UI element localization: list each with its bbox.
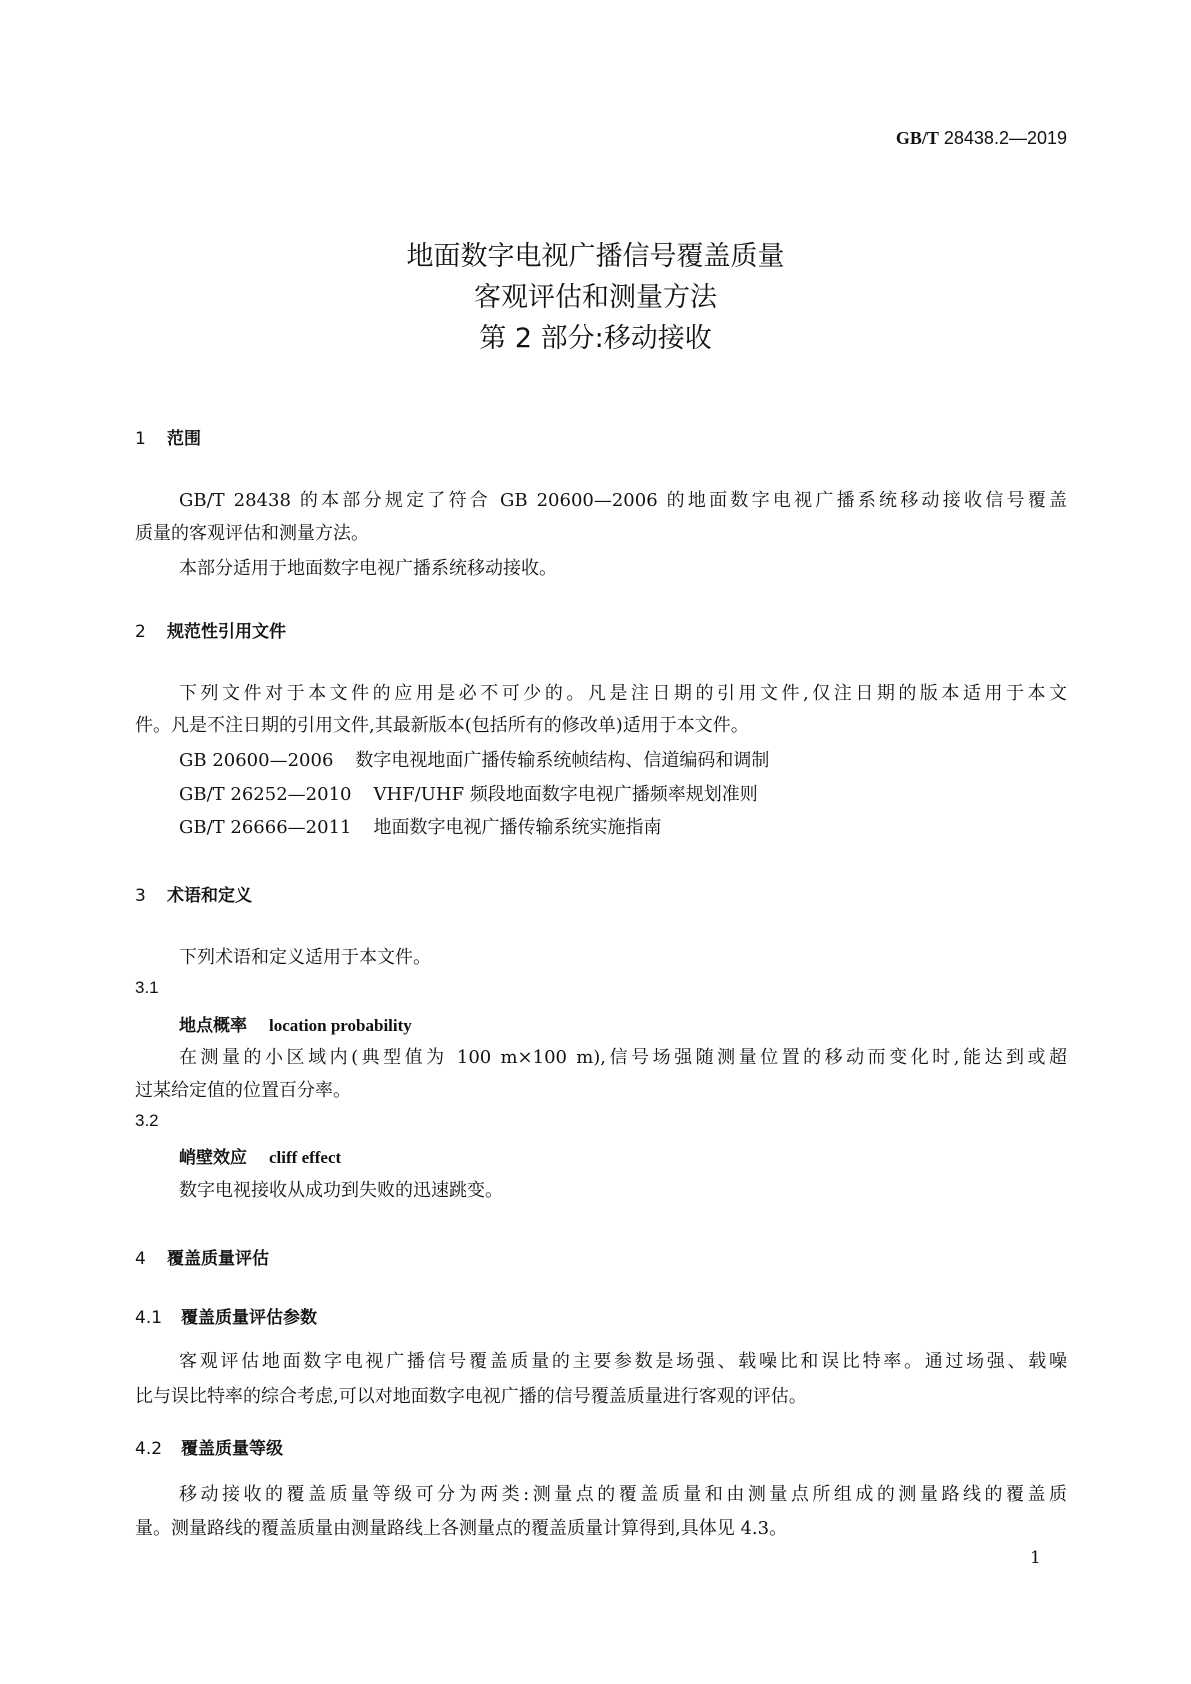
reference-code: GB/T 26252—2010 bbox=[179, 784, 352, 805]
section-number: 3 bbox=[135, 886, 146, 906]
section-4-heading bbox=[135, 1244, 269, 1269]
section-number: 2 bbox=[135, 622, 146, 642]
subsection-4-2-heading bbox=[135, 1434, 283, 1459]
reference-title: 地面数字电视广播传输系统实施指南 bbox=[373, 817, 662, 838]
paragraph-line: 本部分适用于地面数字电视广播系统移动接收。 bbox=[179, 558, 557, 579]
reference-title: 数字电视地面广播传输系统帧结构、信道编码和调制 bbox=[355, 750, 770, 771]
reference-title: VHF/UHF 频段地面数字电视广播频率规划准则 bbox=[373, 784, 758, 805]
section-1-heading bbox=[135, 424, 201, 449]
paragraph-line: 件。凡是不注日期的引用文件,其最新版本(包括所有的修改单)适用于本文件。 bbox=[135, 715, 749, 736]
reference-code: GB 20600—2006 bbox=[179, 750, 334, 771]
std-number: 28438.2—2019 bbox=[943, 128, 1067, 148]
section-title: 覆盖质量评估 bbox=[167, 1249, 269, 1269]
paragraph-line: 比与误比特率的综合考虑,可以对地面数字电视广播的信号覆盖质量进行客观的评估。 bbox=[135, 1386, 807, 1407]
doc-title-line-1: 地面数字电视广播信号覆盖质量 bbox=[406, 241, 785, 272]
section-number: 1 bbox=[135, 429, 146, 449]
section-3-heading bbox=[135, 881, 252, 906]
term-zh: 地点概率 bbox=[179, 1016, 247, 1036]
doc-title-line-3: 第 2 部分:移动接收 bbox=[479, 323, 712, 354]
term-en: cliff effect bbox=[269, 1148, 342, 1167]
paragraph-line: 下列术语和定义适用于本文件。 bbox=[179, 947, 431, 968]
section-2-heading bbox=[135, 617, 286, 642]
page-number: 1 bbox=[1030, 1548, 1041, 1568]
reference-code: GB/T 26666—2011 bbox=[179, 817, 352, 838]
term-en: location probability bbox=[269, 1016, 412, 1035]
std-prefix: GB/T bbox=[895, 128, 939, 148]
paragraph-line: 移动接收的覆盖质量等级可分为两类:测量点的覆盖质量和由测量点所组成的测量路线的覆盖质 bbox=[179, 1484, 1067, 1505]
paragraph-line: 量。测量路线的覆盖质量由测量路线上各测量点的覆盖质量计算得到,具体见 4.3。 bbox=[135, 1518, 788, 1539]
paragraph-line: 下列文件对于本文件的应用是必不可少的。凡是注日期的引用文件,仅注日期的版本适用于本文 bbox=[179, 683, 1067, 704]
section-title: 范围 bbox=[167, 429, 201, 449]
subsection-number: 4.2 bbox=[135, 1439, 163, 1459]
term-number: 3.2 bbox=[135, 1111, 159, 1130]
subsection-title: 覆盖质量评估参数 bbox=[181, 1308, 317, 1328]
term-heading bbox=[179, 1143, 341, 1168]
paragraph-line: 质量的客观评估和测量方法。 bbox=[135, 523, 369, 544]
term-number: 3.1 bbox=[135, 978, 159, 997]
paragraph-line: 客观评估地面数字电视广播信号覆盖质量的主要参数是场强、载噪比和误比特率。通过场强、载噪 bbox=[179, 1351, 1067, 1372]
section-number: 4 bbox=[135, 1249, 146, 1269]
reference-item bbox=[179, 746, 769, 772]
subsection-title: 覆盖质量等级 bbox=[181, 1439, 283, 1459]
definition-line: 过某给定值的位置百分率。 bbox=[135, 1080, 351, 1101]
standard-number-header bbox=[896, 128, 1067, 149]
reference-item bbox=[179, 813, 661, 839]
paragraph-line: GB/T 28438 的本部分规定了符合 GB 20600—2006 的地面数字电视广播系统移动接收信号覆盖 bbox=[179, 490, 1067, 511]
section-title: 规范性引用文件 bbox=[167, 622, 286, 642]
section-title: 术语和定义 bbox=[167, 886, 252, 906]
definition-line: 数字电视接收从成功到失败的迅速跳变。 bbox=[179, 1180, 503, 1201]
definition-line: 在测量的小区域内(典型值为 100 m×100 m),信号场强随测量位置的移动而变化时,能达到或超 bbox=[179, 1047, 1067, 1068]
term-heading bbox=[179, 1011, 412, 1036]
subsection-4-1-heading bbox=[135, 1303, 317, 1328]
subsection-number: 4.1 bbox=[135, 1308, 163, 1328]
term-zh: 峭壁效应 bbox=[179, 1148, 247, 1168]
reference-item bbox=[179, 780, 758, 806]
doc-title-line-2: 客观评估和测量方法 bbox=[474, 282, 717, 313]
